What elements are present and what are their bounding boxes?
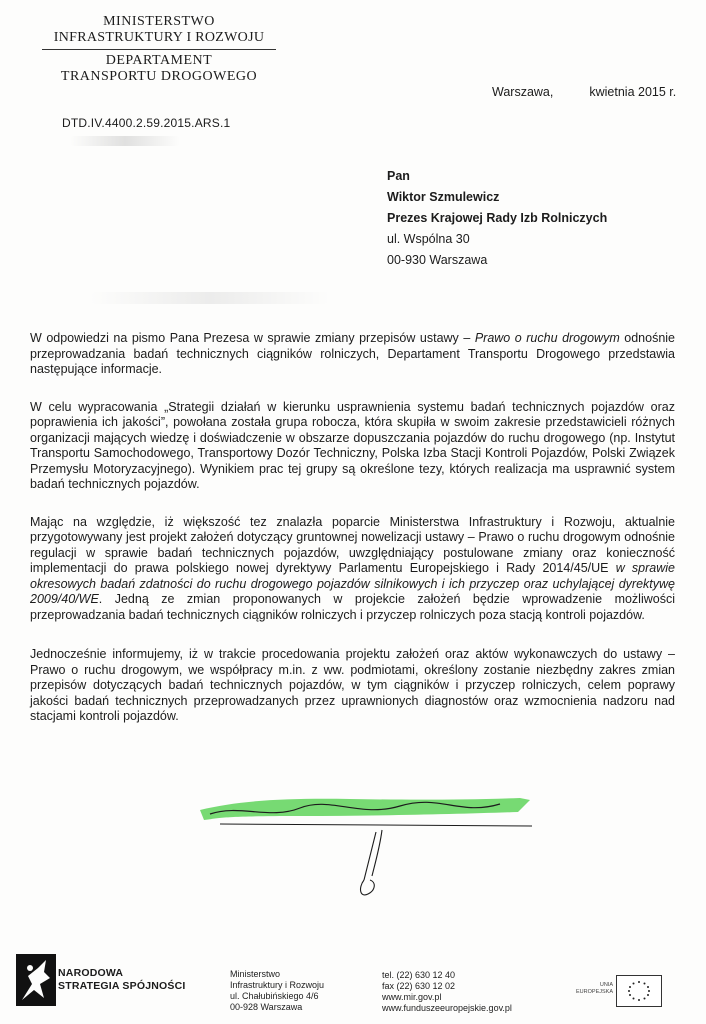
paragraph-1: [30, 331, 675, 378]
addressee-block: [387, 166, 607, 271]
paragraph-1-text-b: odnośnie przeprowadzania badań technicznych ciągników rolniczych, Departament Transportu Drogowego przedstawia następujące informacje.: [30, 331, 676, 376]
signature-descender: [361, 830, 382, 895]
paragraph-2: W celu wypracowania „Strategii działań w kierunku usprawnienia systemu badań technicznych pojazdów oraz poprawienia ich jakości”, powołana została grupa robocza, która skupiła w swoim zakresie przedstawicieli różnych organizacji mających wiedzę i doświadczenie w obszarze dopuszczania pojazdów do ruchu drogowego (np. Instytut Transportu Samochodowego, Transportowy Dozór Techniczny, Polska Izba Stacji Kontroli Pojazdów, Polski Związek Przemysłu Motoryzacyjnego). Wynikiem prac tej grupy są określone tezy, których realizacja ma usprawnić system badań technicznych pojazdów.: [30, 399, 675, 491]
letterhead-divider: [42, 49, 276, 50]
footer-address-line: ul. Chałubińskiego 4/6: [230, 991, 319, 1001]
addressee-name: Wiktor Szmulewicz: [387, 190, 500, 204]
paragraph-3: [30, 515, 675, 624]
reference-number: DTD.IV.4400.2.59.2015.ARS.1: [62, 116, 231, 130]
paragraph-4: Jednocześnie informujemy, iż w trakcie procedowania projektu założeń oraz aktów wykonawczych do ustawy – Prawo o ruchu drogowym, we współpracy m.in. z ww. podmiotami, określony zostanie niezbędny zakres zmian przepisów dotyczących badań technicznych pojazdów, w tym ciągników i przyczep rolniczych, celem poprawy jakości badań technicznych przeprowadzanych przez uprawnionych diagnostów oraz wzmocnienia nadzoru nad stacjami kontroli pojazdów.: [30, 647, 675, 723]
ministry-name-line1: MINISTERSTWO: [103, 14, 215, 29]
date-day-blank: [553, 87, 589, 99]
date-city: Warszawa,: [492, 85, 554, 99]
addressee-postal: 00-930 Warszawa: [387, 253, 488, 267]
footer-eu-funds-website: www.funduszeeuropejskie.gov.pl: [382, 1003, 512, 1013]
paragraph-1-text-a: W odpowiedzi na pismo Pana Prezesa w sprawie zmiany przepisów ustawy –: [30, 331, 475, 345]
eu-flag-icon: [616, 975, 662, 1007]
paragraph-3-italic: w sprawie okresowych badań zdatności do ruchu drogowego pojazdów silnikowych i ich przyczep oraz uchylającej dyrektywę 2009/40/WE: [30, 561, 675, 606]
footer-phone: tel. (22) 630 12 40: [382, 970, 456, 980]
footer-website: www.mir.gov.pl: [382, 992, 442, 1002]
footer-address-line: 00-928 Warszawa: [230, 1002, 303, 1012]
letter-body: [30, 331, 675, 725]
paragraph-3-text-a: Mając na względzie, iż większość tez znalazła poparcie Ministerstwa Infrastruktury i Rozwoju, aktualnie przygotowywany jest projekt założeń dotyczący gruntownej nowelizacji ustawy – Prawo o ruchu drogowym odnośnie regulacji w sprawie badań technicznych pojazdów, uwzględniający postulowane zmiany oraz konieczność implementacji do prawa polskiego nowej dyrektywy Parlamentu Europejskiego i Rady 2014/45/UE: [30, 514, 675, 575]
footer-address-line: Ministerstwo: [230, 969, 281, 979]
eu-label-line1: UNIA: [599, 982, 613, 988]
signature-underline: [220, 824, 532, 826]
footer-address-line: Infrastruktury i Rozwoju: [230, 980, 325, 990]
date-month-year: kwietnia 2015 r.: [589, 85, 677, 99]
department-name-line1: DEPARTAMENT: [105, 53, 213, 68]
addressee-salutation: Pan: [387, 169, 410, 183]
department-name-line2: TRANSPORTU DROGOWEGO: [60, 69, 258, 84]
addressee-street: ul. Wspólna 30: [387, 232, 470, 246]
ministry-name-line2: INFRASTRUKTURY I ROZWOJU: [53, 30, 265, 45]
footer-fax: fax (22) 630 12 02: [382, 981, 456, 991]
faint-stamp-mark: [70, 136, 180, 146]
faint-background-mark: [90, 292, 330, 304]
nsp-name-line1: NARODOWA: [58, 967, 124, 979]
addressee-position: Prezes Krajowej Rady Izb Rolniczych: [387, 211, 608, 225]
eu-label: [567, 982, 613, 995]
nsp-name: [58, 967, 185, 993]
nsp-name-line2: STRATEGIA SPÓJNOŚCI: [58, 980, 186, 992]
footer-address: [230, 969, 324, 1013]
handwritten-signature: [200, 790, 540, 910]
eu-label-line2: EUROPEJSKA: [576, 988, 613, 995]
footer-contact: [382, 970, 512, 1014]
national-cohesion-strategy-logo: [16, 954, 56, 1006]
letter-date: [492, 85, 676, 99]
paragraph-1-italic: Prawo o ruchu drogowym: [474, 331, 620, 345]
ministry-letterhead: [36, 14, 282, 85]
paragraph-3-text-b: . Jedną ze zmian proponowanych w projekcie założeń będzie wprowadzenie możliwości przeprowadzania badań technicznych ciągników rolniczych i przyczep rolniczych poza stacją kontroli pojazdów.: [30, 592, 675, 622]
